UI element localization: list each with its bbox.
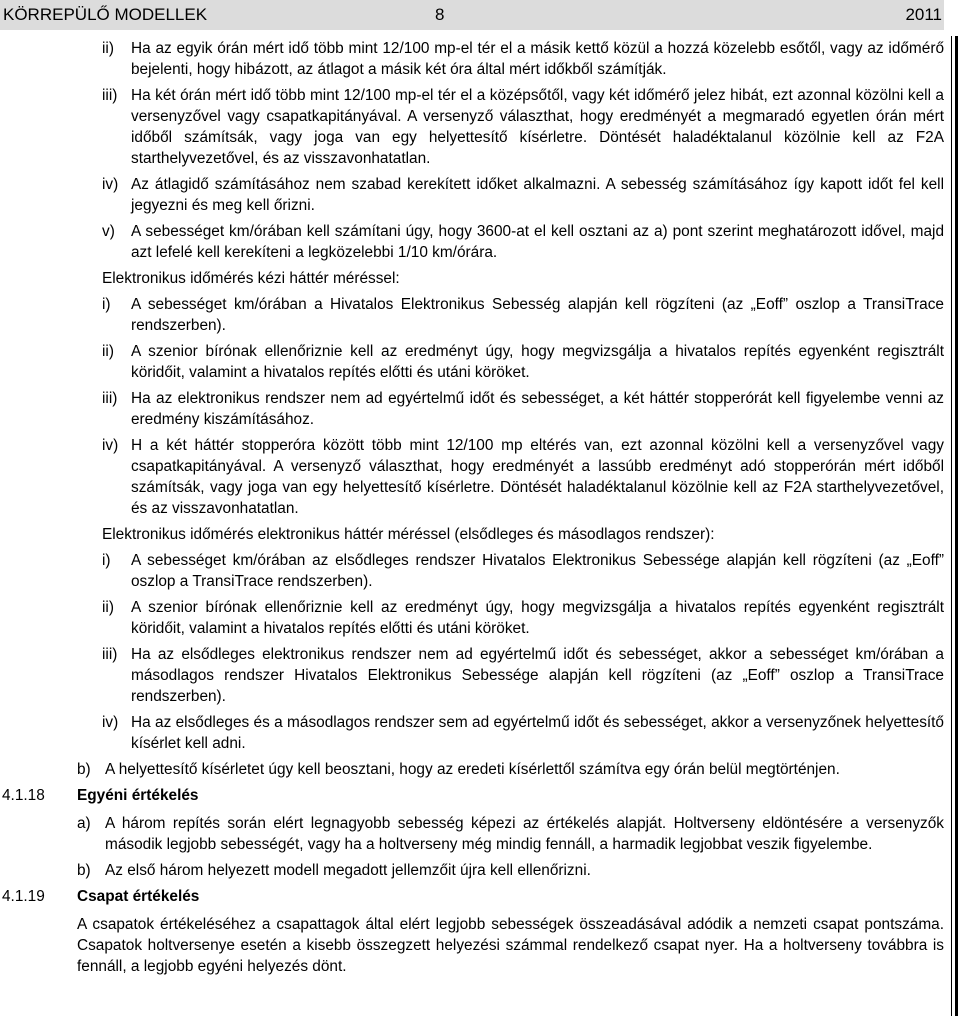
manual-backup-heading: Elektronikus időmérés kézi háttér méréssel: [102, 270, 400, 287]
list-item [0, 813, 944, 855]
list-item [0, 174, 944, 216]
list-item-text: Ha az egyik órán mért idő több mint 12/100 mp-el tér el a másik kettő közül a hozzá közelebb esőtől, vagy az időmérő bejelenti, hogy hibázott, az átlagot a másik két óra által mért időkből számítják. [131, 40, 944, 78]
list-item-text: A sebességet km/órában az elsődleges rendszer Hivatalos Elektronikus Sebessége alapján kell rögzíteni (az „Eoff” oszlop a TransiTrace rendszerben). [131, 552, 944, 590]
list-item [0, 759, 944, 780]
list-item-text: Az átlagidő számításához nem szabad kerekített időket alkalmazni. A sebesség számításához így kapott időt fel kell jegyezni és meg kell őrizni. [131, 176, 944, 214]
section-heading [0, 785, 944, 806]
section-number: 4.1.19 [2, 888, 45, 905]
list-item [0, 221, 944, 263]
section-heading [0, 886, 944, 907]
list-item-text: A szenior bírónak ellenőriznie kell az eredményt úgy, hogy megvizsgálja a hivatalos repítés egyenként regisztrált köridőit, valamint a hivatalos repítés előtti és utáni köröket. [131, 343, 944, 381]
document-body [0, 38, 944, 982]
list-item [0, 388, 944, 430]
margin-rule-thick [955, 36, 958, 1016]
list-item-text: A szenior bírónak ellenőriznie kell az eredményt úgy, hogy megvizsgálja a hivatalos repítés egyenként regisztrált köridőit, valamint a hivatalos repítés előtti és utáni köröket. [131, 599, 944, 637]
list-item-text: Az első három helyezett modell megadott jellemzőit újra kell ellenőrizni. [105, 862, 591, 879]
list-item [0, 435, 944, 519]
list-item [0, 550, 944, 592]
list-item [0, 712, 944, 754]
list-item-label: iii) [102, 87, 118, 104]
list-item-label: iv) [102, 714, 119, 731]
list-item-label: ii) [102, 343, 114, 360]
list-item-label: iv) [102, 176, 119, 193]
list-item-label: i) [102, 296, 111, 313]
list-item [0, 597, 944, 639]
list-item-text: Ha két órán mért idő több mint 12/100 mp-el tér el a középsőtől, vagy két időmérő jelez hibát, ezt azonnal közölni kell a versenyzővel vagy csapatkapitányával. A versenyző választhat, hogy eredményét a megmaradó egyetlen órán mért időből számítsák, vagy joga van egy helyettesítő kísérletre. Döntését haladéktalanul közölnie kell az F2A starthelyvezetővel, és az visszavonhatatlan. [131, 87, 944, 167]
section-title: Egyéni értékelés [77, 787, 199, 804]
list-item-label: v) [102, 223, 115, 240]
list-item [0, 85, 944, 169]
list-item-text: A sebességet km/órában a Hivatalos Elektronikus Sebesség alapján kell rögzíteni (az „Eoff” oszlop a TransiTrace rendszerben). [131, 296, 944, 334]
list-item-text: Ha az elsődleges és a másodlagos rendszer sem ad egyértelmű időt és sebességet, akkor a versenyzőnek helyettesítő kísérlet kell adni. [131, 714, 944, 752]
list-item-text: A három repítés során elért legnagyobb sebesség képezi az értékelés alapját. Holtverseny eldöntésére a versenyzők második legjobb sebességét, vagy ha a holtverseny még mindig fennáll, a harmadik legjobbat veszik figyelembe. [105, 815, 944, 853]
list-item-label: ii) [102, 40, 114, 57]
list-item-text: Ha az elektronikus rendszer nem ad egyértelmű időt és sebességet, a két háttér stopperórát kell figyelembe venni az eredmény kiszámításához. [131, 390, 944, 428]
list-item [0, 38, 944, 80]
section-title: Csapat értékelés [77, 888, 200, 905]
list-item-label: i) [102, 552, 111, 569]
list-item [0, 294, 944, 336]
margin-rule-thin [951, 36, 952, 1016]
list-item-text: A helyettesítő kísérletet úgy kell beosztani, hogy az eredeti kísérlettől számítva egy órán belül megtörténjen. [105, 761, 840, 778]
list-item-label: b) [77, 761, 91, 778]
page-header [0, 0, 944, 30]
section-paragraph: A csapatok értékeléséhez a csapattagok által elért legjobb sebességek összeadásával adódik a nemzeti csapat pontszáma. Csapatok holtversenye esetén a kisebb összegzett helyezési számmal rendelkező csapat nyer. Ha a holtverseny továbbra is fennáll, a legjobb egyéni helyezés dönt. [77, 916, 944, 975]
list-item-label: a) [77, 815, 91, 832]
header-year: 2011 [905, 5, 942, 24]
list-item-label: iii) [102, 390, 118, 407]
list-item-text: A sebességet km/órában kell számítani úgy, hogy 3600-at el kell osztani az a) pont szerint meghatározott idővel, majd azt lefelé kell kerekíteni a legközelebbi 1/10 km/órára. [131, 223, 944, 261]
list-item-label: iii) [102, 646, 118, 663]
section-number: 4.1.18 [2, 787, 45, 804]
list-item-text: Ha az elsődleges elektronikus rendszer nem ad egyértelmű időt és sebességet, akkor a sebességet km/órában a másodlagos rendszer Hivatalos Elektronikus Sebessége alapján kell rögzíteni (az „Eoff” oszlop a TransiTrace rendszerben). [131, 646, 944, 705]
page-number: 8 [435, 5, 445, 24]
list-item-text: H a két háttér stopperóra között több mint 12/100 mp eltérés van, ezt azonnal közölni kell a versenyzővel vagy csapatkapitányával. A versenyző választhat, hogy eredményét a lassúbb eredményt adó stopperórán mért időből számítsák, vagy joga van egy helyettesítő kísérletre. Döntését haladéktalanul közölnie kell az F2A starthelyvezetővel, és az visszavonhatatlan. [131, 437, 944, 517]
list-item [0, 644, 944, 707]
electronic-backup-heading: Elektronikus időmérés elektronikus háttér méréssel (elsődleges és másodlagos rendszer): [102, 526, 715, 543]
header-title: KÖRREPÜLŐ MODELLEK [3, 5, 208, 24]
list-item [0, 341, 944, 383]
list-item-label: iv) [102, 437, 119, 454]
list-item-label: b) [77, 862, 91, 879]
list-item [0, 860, 944, 881]
list-item-label: ii) [102, 599, 114, 616]
